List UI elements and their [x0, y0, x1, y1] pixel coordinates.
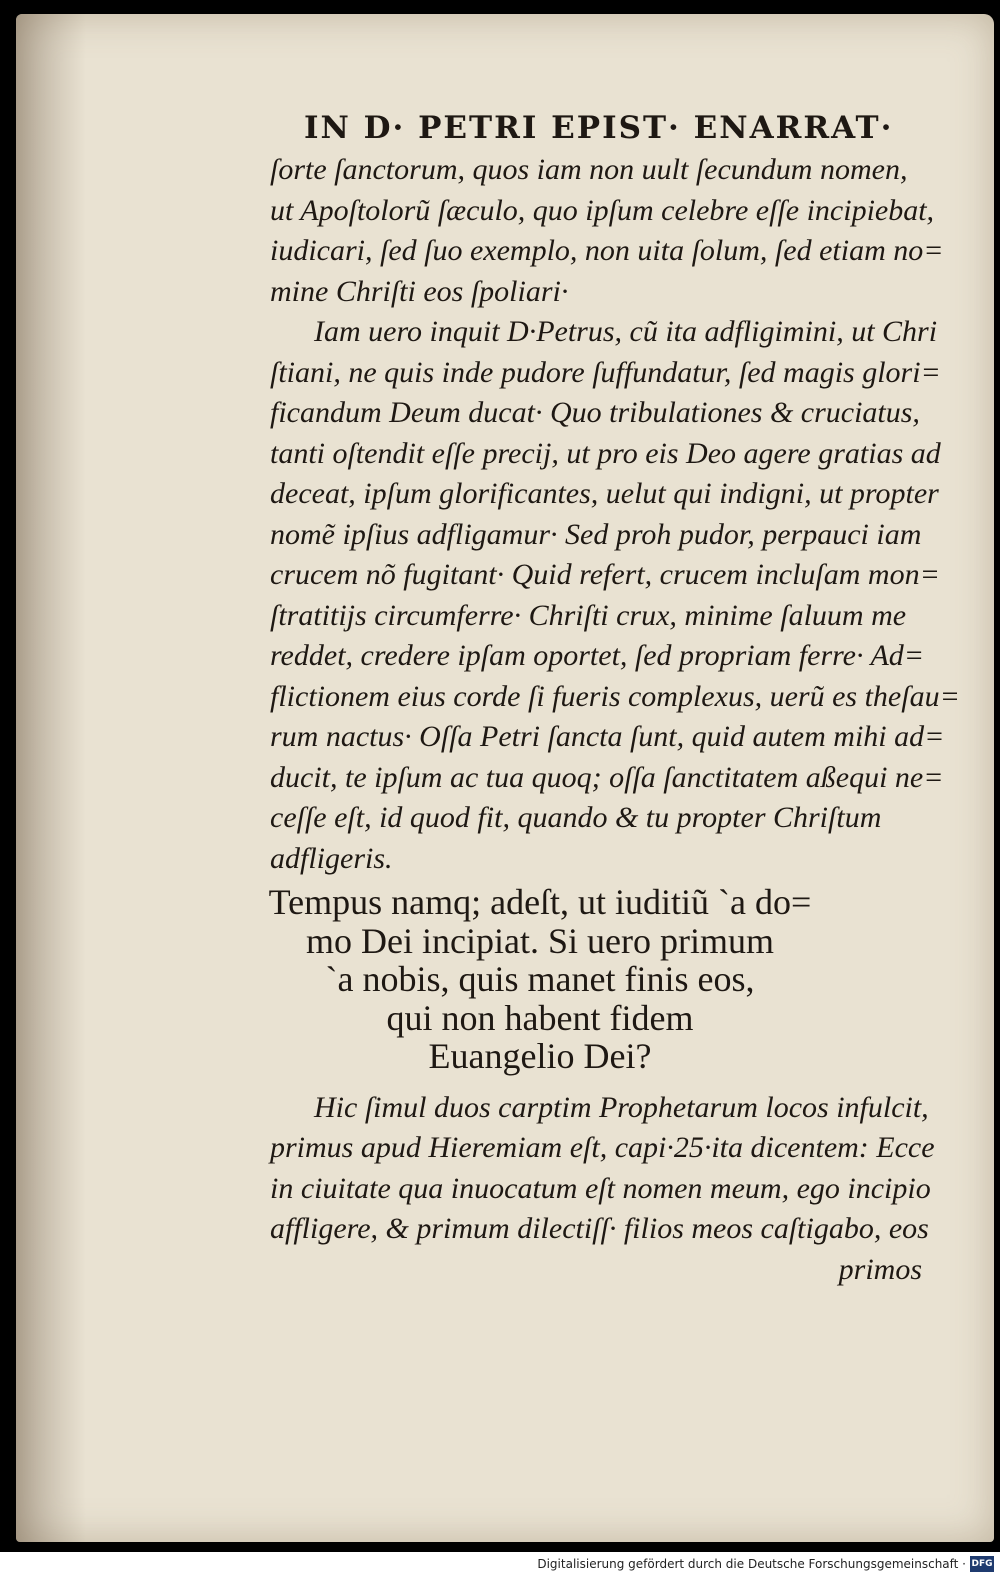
text-line: ceſſe eſt, id quod fit, quando & tu propter Chriſtum — [270, 801, 882, 834]
paragraph-1 — [270, 150, 950, 312]
text-line: mine Chriſti eos ſpoliari· — [270, 274, 569, 308]
quotation-line: qui non habent fidem — [386, 997, 694, 1038]
quotation-line: Tempus namq; adeſt, ut iuditiũ `a do= — [268, 882, 812, 922]
text-line: reddet, credere ipſam oportet, ſed propriam ferre· Ad= — [270, 639, 925, 672]
text-line: ducit, te ipſum ac tua quoq; oſſa ſanctitatem aßequi ne= — [270, 760, 944, 794]
text-line: crucem nõ fugitant· Quid refert, crucem incluſam mon= — [270, 558, 940, 591]
text-line: primus apud Hieremiam eſt, capi·25·ita dicentem: Ecce — [270, 1131, 935, 1164]
paragraph-2 — [270, 312, 960, 879]
quotation-line: Euangelio Dei? — [428, 1036, 652, 1076]
text-line: tanti oſtendit eſſe precij, ut pro eis Deo agere gratias ad — [270, 436, 941, 470]
paragraph-3 — [270, 1088, 950, 1291]
text-line: in ciuitate qua inuocatum eſt nomen meum, ego incipio — [270, 1171, 931, 1205]
text-line: affligere, & primum dilectiſſ· filios meos caſtigabo, eos — [270, 1212, 929, 1245]
text-line: nomẽ ipſius adfligamur· Sed proh pudor, perpauci iam — [270, 517, 922, 551]
text-line: Iam uero inquit D·Petrus, cũ ita adfligimini, ut Chri — [314, 315, 938, 348]
scripture-quotation — [260, 883, 820, 1076]
text-line: adfligeris. — [270, 841, 393, 875]
quotation-line: mo Dei incipiat. Si uero primum — [306, 920, 774, 961]
text-line: rum nactus· Oſſa Petri ſancta ſunt, quid autem mihi ad= — [270, 720, 945, 753]
text-line: deceat, ipſum glorificantes, uelut qui indigni, ut propter — [270, 477, 939, 510]
text-line: ut Apoſtolorũ ſæculo, quo ipſum celebre eſſe incipiebat, — [270, 193, 935, 227]
dfg-logo-icon: DFG — [970, 1556, 994, 1572]
catchword: primos — [838, 1252, 922, 1286]
quotation-line: `a nobis, quis manet finis eos, — [325, 959, 755, 999]
page-text-area — [268, 110, 960, 1290]
text-line: Hic ſimul duos carptim Prophetarum locos infulcit, — [314, 1090, 929, 1124]
text-line: ficandum Deum ducat· Quo tribulationes & cruciatus, — [270, 396, 920, 429]
page-gutter-shadow — [16, 14, 86, 1542]
digitization-footer — [0, 1552, 1000, 1577]
running-head: IN D· PETRI EPIST· ENARRAT· — [304, 110, 894, 146]
text-line: ſtratitijs circumferre· Chriſti crux, minime ſaluum me — [270, 598, 907, 632]
funding-credit: Digitalisierung gefördert durch die Deutsche Forschungsgemeinschaft · — [537, 1557, 966, 1571]
text-line: iudicari, ſed ſuo exemplo, non uita ſolum, ſed etiam no= — [270, 234, 944, 267]
text-line: ſorte ſanctorum, quos iam non uult ſecundum nomen, — [270, 153, 908, 186]
text-line: ſtiani, ne quis inde pudore ſuffundatur, ſed magis glori= — [270, 355, 941, 389]
text-line: flictionem eius corde ſi fueris complexus, uerũ es theſau= — [270, 679, 960, 713]
